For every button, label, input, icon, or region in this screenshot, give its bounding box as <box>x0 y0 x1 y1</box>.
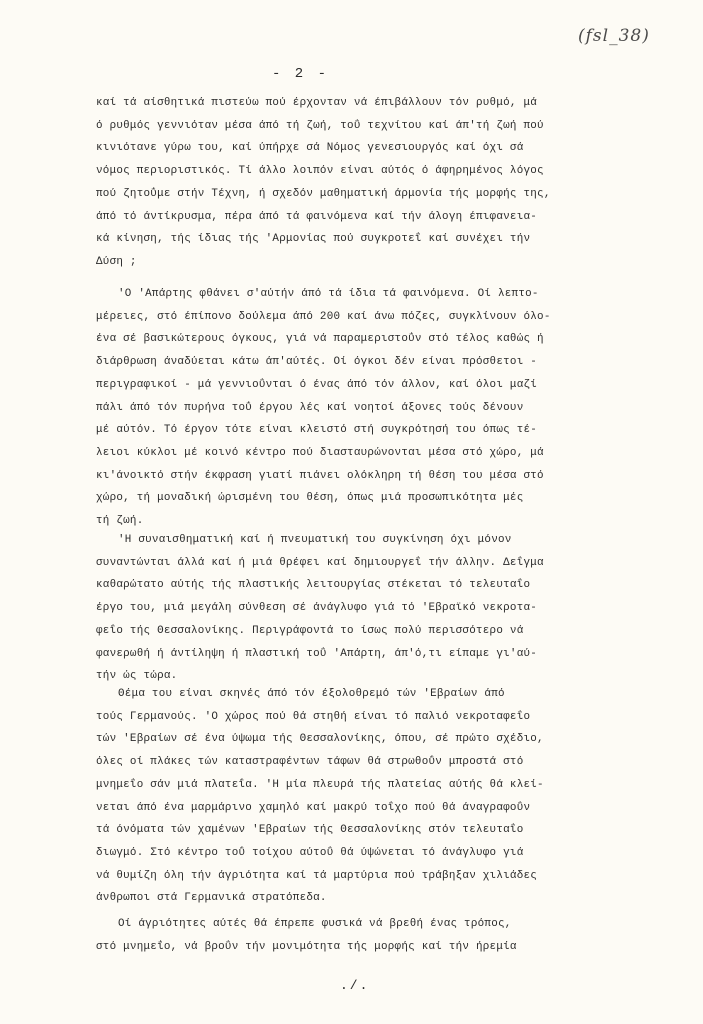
text-line: καί τά αίσθητικά πιστεύω πού έρχονταν νά έπιβάλλουν τόν ρυθμό, μά <box>96 97 538 109</box>
text-line: στό μνημεΐο, νά βροΰν τήν μονιμότητα τής μορφής καί τήν ήρεμία <box>96 940 517 953</box>
text-line: συναντώνται άλλά καί ή μιά θρέφει καί δημιουργεΐ τήν άλλην. Δεΐγμα <box>96 556 544 569</box>
page-number: - 2 - <box>272 66 330 82</box>
continuation-mark: ./. <box>340 978 370 993</box>
text-line: άνθρωποι στά Γερμανικά στρατόπεδα. <box>96 892 327 905</box>
text-line: πάλι άπό τόν πυρήνα τοΰ έργου λές καί νοητοί άξονες τούς δένουν <box>96 401 524 414</box>
text-line: μνημεΐο σάν μιά πλατεΐα. 'Η μία πλευρά τής πλατείας αύτής θά κλεί- <box>96 778 544 791</box>
text-line: Θέμα του είναι σκηνές άπό τόν έξολοθρεμό τών 'Εβραίων άπό <box>118 688 505 700</box>
paragraph-3 <box>96 529 686 688</box>
text-line: τούς Γερμανούς. 'Ο χώρος πού θά στηθή είναι τό παλιό νεκροταφεΐο <box>96 710 531 723</box>
text-line: άπό τό άντίκρυσμα, πέρα άπό τά φαινόμενα καί τήν άλογη έπιφανεια- <box>96 210 538 223</box>
paragraph-1 <box>96 92 686 274</box>
text-line: έργο του, μιά μεγάλη σύνθεση σέ άνάγλυφο γιά τό 'Εβραϊκό νεκροτα- <box>96 602 538 615</box>
text-line: τήν ώς τώρα. <box>96 670 178 683</box>
text-line: διωγμό. Στό κέντρο τοΰ τοίχου αύτοΰ θά ύψώνεται τό άνάγλυφο γιά <box>96 846 524 859</box>
text-line: κινιότανε γύρω του, καί ύπήρχε σά Νόμος γενεσιουργός καί όχι σά <box>96 142 524 155</box>
text-line: χώρο, τή μοναδική ώρισμένη του θέση, όπως μιά προσωπικότητα μές <box>96 492 524 505</box>
text-line: Οί άγριότητες αύτές θά έπρεπε φυσικά νά βρεθή ένας τρόπος, <box>118 918 512 930</box>
text-line: καθαρώτατο αύτής τής πλαστικής λειτουργίας στέκεται τό τελευταΐο <box>96 579 531 592</box>
paragraph-2 <box>96 283 686 533</box>
text-line: νόμος περιοριστικός. Τί άλλο λοιπόν είναι αύτός ό άφηρημένος λόγος <box>96 165 544 178</box>
text-line: ένα σέ βασικώτερους όγκους, γιά νά παραμεριστοΰν στό τέλος καθώς ή <box>96 333 544 346</box>
text-line: μέρειες, στό έπίπονο δούλεμα άπό 200 καί άνω πόζες, συγκλίνουν όλο- <box>96 310 551 323</box>
text-line: λειοι κύκλοι μέ κοινό κέντρο πού διασταυρώνονται μέσα στό χώρο, μά <box>96 446 544 459</box>
text-line: νά θυμίζη όλη τήν άγριότητα καί τά μαρτύρια πού τράβηξαν χιλιάδες <box>96 869 538 882</box>
text-line: περιγραφικοί - μά γεννιοΰνται ό ένας άπό τόν άλλον, καί όλοι μαζί <box>96 378 538 391</box>
text-line: 'Η συναισθηματική καί ή πνευματική του συγκίνηση όχι μόνον <box>118 534 512 546</box>
text-line: ό ρυθμός γεννιόταν μέσα άπό τή ζωή, τοΰ τεχνίτου καί άπ'τή ζωή πού <box>96 119 544 132</box>
text-line: πού ζητοΰμε στήν Τέχνη, ή σχεδόν μαθηματική άρμονία τής μορφής της, <box>96 187 551 200</box>
archive-reference-note: (fsl_38) <box>578 26 650 46</box>
paragraph-5 <box>96 913 686 958</box>
text-line: 'Ο 'Απάρτης φθάνει σ'αύτήν άπό τά ίδια τά φαινόμενα. Οί λεπτο- <box>118 288 539 300</box>
text-line: διάρθρωση άναδύεται κάτω άπ'αύτές. Οί όγκοι δέν είναι πρόσθετοι - <box>96 356 538 369</box>
text-line: μέ αύτόν. Τό έργον τότε είναι κλειστό στή συγκρότησή του όπως τέ- <box>96 424 538 437</box>
text-line: όλες οί πλάκες τών καταστραφέντων τάφων θά στρωθοΰν μπροστά στό <box>96 756 524 769</box>
text-line: Δύση ; <box>96 255 137 268</box>
text-line: τά όνόματα τών χαμένων 'Εβραίων τής Θεσσαλονίκης στόν τελευταΐο <box>96 824 524 837</box>
text-line: νεται άπό ένα μαρμάρινο χαμηλό καί μακρύ τοΐχο πού θά άναγραφοΰν <box>96 801 531 814</box>
text-line: κά κίνηση, τής ίδιας τής 'Αρμονίας πού συγκροτεΐ καί συνέχει τήν <box>96 233 531 246</box>
text-line: φεΐο τής Θεσσαλονίκης. Περιγράφοντά το ίσως πολύ περισσότερο νά <box>96 624 524 637</box>
paragraph-4 <box>96 683 686 910</box>
text-line: φανερωθή ή άντίληψη ή πλαστική τοΰ 'Απάρτη, άπ'ό,τι είπαμε γι'αύ- <box>96 647 538 660</box>
text-line: τή ζωή. <box>96 515 144 528</box>
text-line: κι'άνοικτό στήν έκφραση γιατί πιάνει ολόκληρη τή θέση του μέσα στό <box>96 469 544 482</box>
text-line: τών 'Εβραίων σέ ένα ύψωμα τής Θεσσαλονίκης, όπου, σέ πρώτο σχέδιο, <box>96 733 544 746</box>
